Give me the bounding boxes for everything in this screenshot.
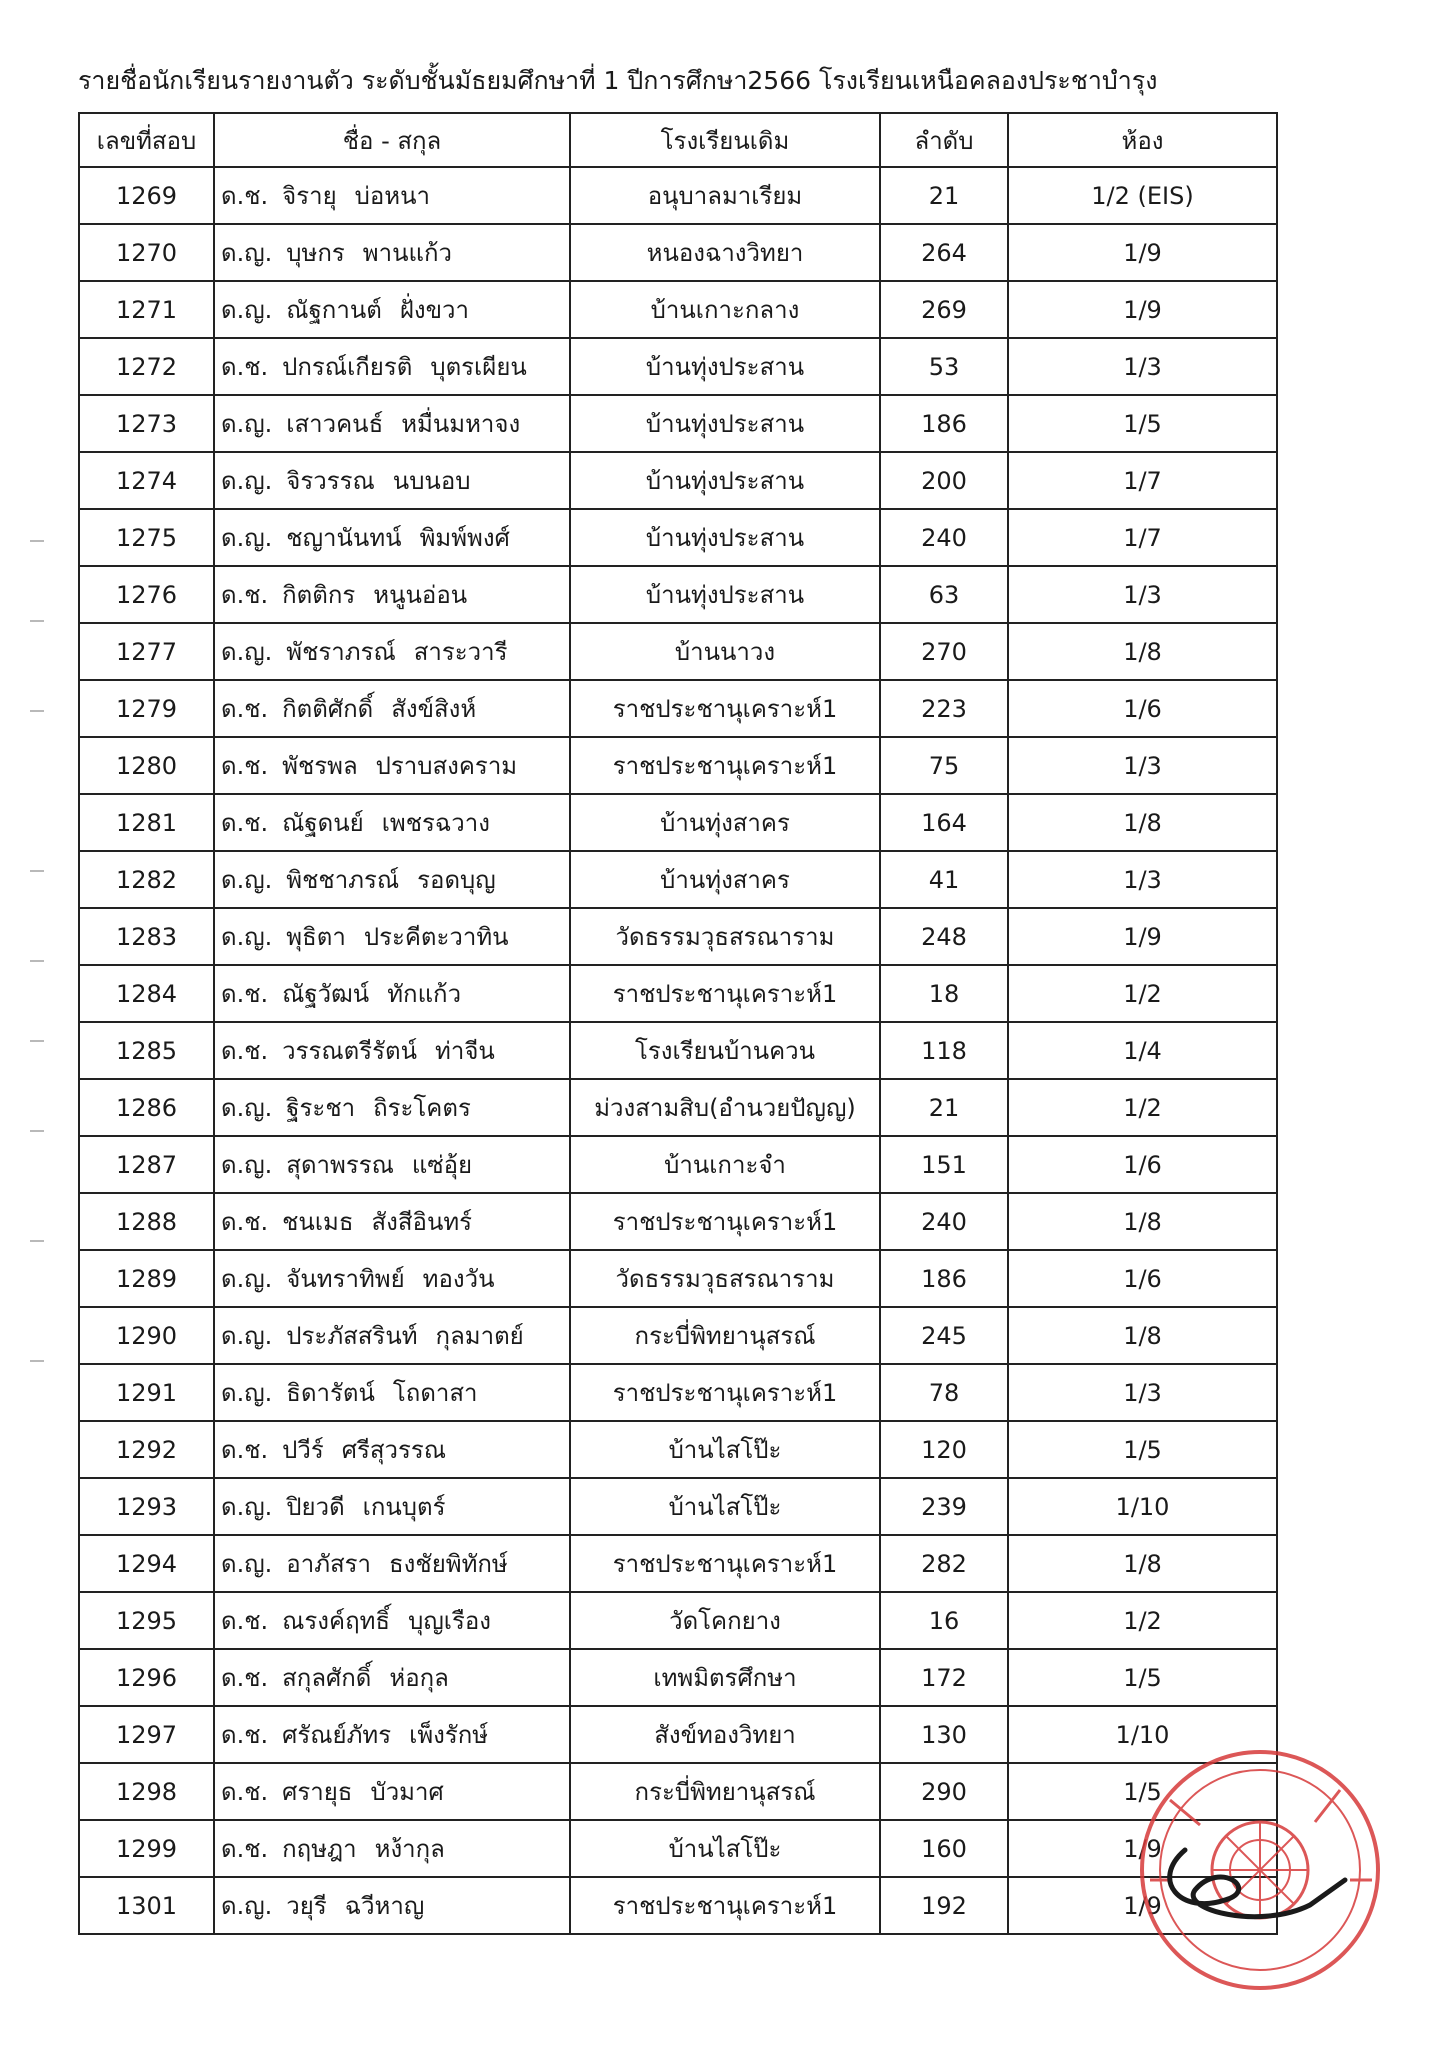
name-title: ด.ญ.	[221, 1550, 273, 1578]
table-row	[79, 1535, 1277, 1592]
student-name-cell	[214, 1022, 570, 1079]
rank-cell: 78	[880, 1364, 1008, 1421]
previous-school-cell: บ้านทุ่งประสาน	[570, 452, 880, 509]
first-name: ปวีร์	[282, 1436, 324, 1464]
table-row	[79, 1136, 1277, 1193]
table-row	[79, 794, 1277, 851]
student-roster-table	[78, 112, 1278, 1935]
first-name: วรรณตรีรัตน์	[282, 1037, 418, 1065]
first-name: ณัฐกานต์	[286, 296, 382, 324]
student-name-cell	[214, 1592, 570, 1649]
last-name: โถดาสา	[392, 1379, 478, 1407]
room-cell: 1/2	[1008, 1592, 1277, 1649]
room-cell: 1/7	[1008, 452, 1277, 509]
rank-cell: 172	[880, 1649, 1008, 1706]
student-name-cell	[214, 965, 570, 1022]
first-name: พิชชาภรณ์	[286, 866, 400, 894]
exam-no-cell: 1287	[79, 1136, 214, 1193]
name-title: ด.ช.	[221, 1208, 269, 1236]
room-cell: 1/9	[1008, 224, 1277, 281]
exam-no-cell: 1270	[79, 224, 214, 281]
exam-no-cell: 1289	[79, 1250, 214, 1307]
first-name: สกุลศักดิ์	[282, 1664, 372, 1692]
name-title: ด.ญ.	[221, 638, 273, 666]
last-name: ปราบสงคราม	[375, 752, 518, 780]
exam-no-cell: 1285	[79, 1022, 214, 1079]
rank-cell: 41	[880, 851, 1008, 908]
first-name: ปิยวดี	[286, 1493, 345, 1521]
name-title: ด.ช.	[221, 182, 269, 210]
room-cell: 1/9	[1008, 908, 1277, 965]
name-title: ด.ญ.	[221, 410, 273, 438]
table-row	[79, 851, 1277, 908]
first-name: ณรงค์ฤทธิ์	[282, 1607, 391, 1635]
rank-cell: 151	[880, 1136, 1008, 1193]
previous-school-cell: สังข์ทองวิทยา	[570, 1706, 880, 1763]
rank-cell: 192	[880, 1877, 1008, 1934]
room-cell: 1/10	[1008, 1706, 1277, 1763]
exam-no-cell: 1272	[79, 338, 214, 395]
name-title: ด.ญ.	[221, 1493, 273, 1521]
first-name: สุดาพรรณ	[286, 1151, 394, 1179]
first-name: เสาวคนธ์	[286, 410, 384, 438]
exam-no-cell: 1283	[79, 908, 214, 965]
previous-school-cell: บ้านทุ่งประสาน	[570, 566, 880, 623]
last-name: ถิระโคตร	[373, 1094, 471, 1122]
exam-no-cell: 1275	[79, 509, 214, 566]
last-name: ท่าจีน	[435, 1037, 495, 1065]
name-title: ด.ช.	[221, 809, 269, 837]
first-name: ณัฐดนย์	[282, 809, 364, 837]
room-cell: 1/2	[1008, 965, 1277, 1022]
first-name: ธิดารัตน์	[286, 1379, 375, 1407]
scan-margin-marks	[30, 540, 54, 1440]
student-name-cell	[214, 1763, 570, 1820]
student-name-cell	[214, 281, 570, 338]
last-name: เกนบุตร์	[362, 1493, 446, 1521]
last-name: หง้ากุล	[374, 1835, 445, 1863]
student-name-cell	[214, 1136, 570, 1193]
name-title: ด.ญ.	[221, 467, 273, 495]
name-title: ด.ช.	[221, 1436, 269, 1464]
previous-school-cell: บ้านทุ่งสาคร	[570, 851, 880, 908]
previous-school-cell: ราชประชานุเคราะห์1	[570, 1364, 880, 1421]
table-row	[79, 1022, 1277, 1079]
previous-school-cell: บ้านทุ่งประสาน	[570, 338, 880, 395]
table-row	[79, 965, 1277, 1022]
first-name: กิตติกร	[282, 581, 356, 609]
rank-cell: 21	[880, 167, 1008, 224]
room-cell: 1/10	[1008, 1478, 1277, 1535]
last-name: กุลมาตย์	[435, 1322, 524, 1350]
rank-cell: 16	[880, 1592, 1008, 1649]
room-cell: 1/3	[1008, 737, 1277, 794]
previous-school-cell: กระบี่พิทยานุสรณ์	[570, 1307, 880, 1364]
room-cell: 1/3	[1008, 566, 1277, 623]
name-title: ด.ญ.	[221, 239, 273, 267]
first-name: จันทราทิพย์	[286, 1265, 405, 1293]
previous-school-cell: ราชประชานุเคราะห์1	[570, 965, 880, 1022]
previous-school-cell: ม่วงสามสิบ(อำนวยปัญญ)	[570, 1079, 880, 1136]
exam-no-cell: 1291	[79, 1364, 214, 1421]
student-name-cell	[214, 851, 570, 908]
room-cell: 1/3	[1008, 338, 1277, 395]
last-name: แซ่อุ้ย	[411, 1151, 473, 1179]
rank-cell: 53	[880, 338, 1008, 395]
first-name: ณัฐวัฒน์	[282, 980, 370, 1008]
table-row	[79, 1307, 1277, 1364]
exam-no-cell: 1293	[79, 1478, 214, 1535]
header-name: ชื่อ - สกุล	[214, 113, 570, 167]
table-row	[79, 623, 1277, 680]
rank-cell: 63	[880, 566, 1008, 623]
table-row	[79, 1478, 1277, 1535]
student-name-cell	[214, 1250, 570, 1307]
room-cell: 1/2	[1008, 1079, 1277, 1136]
previous-school-cell: โรงเรียนบ้านควน	[570, 1022, 880, 1079]
name-title: ด.ช.	[221, 1835, 269, 1863]
exam-no-cell: 1298	[79, 1763, 214, 1820]
exam-no-cell: 1281	[79, 794, 214, 851]
exam-no-cell: 1279	[79, 680, 214, 737]
name-title: ด.ช.	[221, 752, 269, 780]
last-name: นบนอบ	[392, 467, 471, 495]
previous-school-cell: วัดธรรมวุธสรณาราม	[570, 908, 880, 965]
student-name-cell	[214, 1478, 570, 1535]
name-title: ด.ช.	[221, 695, 269, 723]
room-cell: 1/8	[1008, 1535, 1277, 1592]
table-row	[79, 167, 1277, 224]
rank-cell: 240	[880, 509, 1008, 566]
room-cell: 1/3	[1008, 1364, 1277, 1421]
exam-no-cell: 1295	[79, 1592, 214, 1649]
name-title: ด.ช.	[221, 581, 269, 609]
table-body	[79, 167, 1277, 1934]
previous-school-cell: กระบี่พิทยานุสรณ์	[570, 1763, 880, 1820]
exam-no-cell: 1292	[79, 1421, 214, 1478]
previous-school-cell: ราชประชานุเคราะห์1	[570, 680, 880, 737]
document-title: รายชื่อนักเรียนรายงานตัว ระดับชั้นมัธยมศึกษาที่ 1 ปีการศึกษา2566 โรงเรียนเหนือคลองประชาบำรุง	[78, 66, 1158, 95]
rank-cell: 118	[880, 1022, 1008, 1079]
table-row	[79, 1250, 1277, 1307]
previous-school-cell: ราชประชานุเคราะห์1	[570, 737, 880, 794]
exam-no-cell: 1288	[79, 1193, 214, 1250]
last-name: ประคีตะวาทิน	[363, 923, 509, 951]
exam-no-cell: 1286	[79, 1079, 214, 1136]
rank-cell: 269	[880, 281, 1008, 338]
last-name: พานแก้ว	[362, 239, 452, 267]
previous-school-cell: บ้านเกาะจำ	[570, 1136, 880, 1193]
table-row	[79, 395, 1277, 452]
name-title: ด.ช.	[221, 1607, 269, 1635]
first-name: ฐิระชา	[286, 1094, 356, 1122]
student-name-cell	[214, 680, 570, 737]
table-row	[79, 1763, 1277, 1820]
table-header-row	[79, 113, 1277, 167]
room-cell: 1/3	[1008, 851, 1277, 908]
student-name-cell	[214, 224, 570, 281]
student-name-cell	[214, 395, 570, 452]
previous-school-cell: เทพมิตรศึกษา	[570, 1649, 880, 1706]
name-title: ด.ช.	[221, 353, 269, 381]
previous-school-cell: บ้านทุ่งสาคร	[570, 794, 880, 851]
rank-cell: 75	[880, 737, 1008, 794]
last-name: บัวมาศ	[370, 1778, 444, 1806]
first-name: วยุรี	[286, 1892, 327, 1920]
table-row	[79, 1421, 1277, 1478]
room-cell: 1/6	[1008, 1136, 1277, 1193]
table-row	[79, 452, 1277, 509]
table-row	[79, 509, 1277, 566]
rank-cell: 200	[880, 452, 1008, 509]
exam-no-cell: 1297	[79, 1706, 214, 1763]
table-row	[79, 680, 1277, 737]
name-title: ด.ญ.	[221, 1265, 273, 1293]
table-row	[79, 281, 1277, 338]
table-row	[79, 1364, 1277, 1421]
previous-school-cell: บ้านเกาะกลาง	[570, 281, 880, 338]
name-title: ด.ช.	[221, 1778, 269, 1806]
student-name-cell	[214, 794, 570, 851]
exam-no-cell: 1276	[79, 566, 214, 623]
room-cell: 1/4	[1008, 1022, 1277, 1079]
room-cell: 1/5	[1008, 395, 1277, 452]
first-name: พัชราภรณ์	[286, 638, 396, 666]
exam-no-cell: 1284	[79, 965, 214, 1022]
previous-school-cell: อนุบาลมาเรียม	[570, 167, 880, 224]
last-name: ทักแก้ว	[387, 980, 462, 1008]
student-name-cell	[214, 452, 570, 509]
last-name: บ่อหนา	[354, 182, 430, 210]
previous-school-cell: บ้านทุ่งประสาน	[570, 509, 880, 566]
last-name: สาระวารี	[413, 638, 508, 666]
header-exam-no: เลขที่สอบ	[79, 113, 214, 167]
exam-no-cell: 1290	[79, 1307, 214, 1364]
exam-no-cell: 1277	[79, 623, 214, 680]
room-cell: 1/5	[1008, 1649, 1277, 1706]
first-name: พัชรพล	[282, 752, 358, 780]
last-name: ทองวัน	[422, 1265, 495, 1293]
room-cell: 1/5	[1008, 1421, 1277, 1478]
name-title: ด.ญ.	[221, 1094, 273, 1122]
previous-school-cell: บ้านไสโป๊ะ	[570, 1820, 880, 1877]
room-cell: 1/7	[1008, 509, 1277, 566]
rank-cell: 240	[880, 1193, 1008, 1250]
student-name-cell	[214, 623, 570, 680]
previous-school-cell: บ้านไสโป๊ะ	[570, 1421, 880, 1478]
student-name-cell	[214, 338, 570, 395]
previous-school-cell: บ้านนาวง	[570, 623, 880, 680]
room-cell: 1/8	[1008, 794, 1277, 851]
rank-cell: 164	[880, 794, 1008, 851]
exam-no-cell: 1299	[79, 1820, 214, 1877]
table-row	[79, 908, 1277, 965]
student-name-cell	[214, 566, 570, 623]
last-name: บุญเรือง	[408, 1607, 491, 1635]
first-name: ประภัสสรินท์	[286, 1322, 418, 1350]
last-name: ฝั่งขวา	[399, 296, 469, 324]
name-title: ด.ญ.	[221, 1892, 273, 1920]
previous-school-cell: ราชประชานุเคราะห์1	[570, 1193, 880, 1250]
rank-cell: 160	[880, 1820, 1008, 1877]
previous-school-cell: วัดธรรมวุธสรณาราม	[570, 1250, 880, 1307]
rank-cell: 130	[880, 1706, 1008, 1763]
table-row	[79, 338, 1277, 395]
rank-cell: 223	[880, 680, 1008, 737]
rank-cell: 18	[880, 965, 1008, 1022]
student-name-cell	[214, 737, 570, 794]
table-row	[79, 1649, 1277, 1706]
first-name: ปกรณ์เกียรติ	[282, 353, 413, 381]
exam-no-cell: 1296	[79, 1649, 214, 1706]
rank-cell: 245	[880, 1307, 1008, 1364]
student-name-cell	[214, 1535, 570, 1592]
name-title: ด.ช.	[221, 980, 269, 1008]
rank-cell: 270	[880, 623, 1008, 680]
name-title: ด.ช.	[221, 1664, 269, 1692]
first-name: ชนเมธ	[282, 1208, 354, 1236]
rank-cell: 282	[880, 1535, 1008, 1592]
rank-cell: 186	[880, 395, 1008, 452]
last-name: บุตรเผียน	[430, 353, 527, 381]
room-cell: 1/6	[1008, 680, 1277, 737]
name-title: ด.ช.	[221, 1721, 269, 1749]
first-name: ชญานันทน์	[286, 524, 402, 552]
last-name: ศรีสุวรรณ	[341, 1436, 447, 1464]
table-row	[79, 1820, 1277, 1877]
last-name: ห่อกุล	[389, 1664, 449, 1692]
student-name-cell	[214, 1421, 570, 1478]
student-name-cell	[214, 1364, 570, 1421]
header-school: โรงเรียนเดิม	[570, 113, 880, 167]
rank-cell: 21	[880, 1079, 1008, 1136]
student-name-cell	[214, 908, 570, 965]
last-name: ฉวีหาญ	[344, 1892, 425, 1920]
first-name: พุธิตา	[286, 923, 346, 951]
rank-cell: 120	[880, 1421, 1008, 1478]
name-title: ด.ญ.	[221, 866, 273, 894]
table-row	[79, 1079, 1277, 1136]
exam-no-cell: 1274	[79, 452, 214, 509]
room-cell: 1/8	[1008, 1307, 1277, 1364]
room-cell: 1/6	[1008, 1250, 1277, 1307]
first-name: จิรายุ	[282, 182, 337, 210]
room-cell: 1/8	[1008, 1193, 1277, 1250]
last-name: รอดบุญ	[417, 866, 496, 894]
rank-cell: 290	[880, 1763, 1008, 1820]
exam-no-cell: 1280	[79, 737, 214, 794]
student-name-cell	[214, 1877, 570, 1934]
student-name-cell	[214, 1193, 570, 1250]
student-name-cell	[214, 1079, 570, 1136]
exam-no-cell: 1273	[79, 395, 214, 452]
previous-school-cell: หนองฉางวิทยา	[570, 224, 880, 281]
student-name-cell	[214, 1820, 570, 1877]
exam-no-cell: 1282	[79, 851, 214, 908]
rank-cell: 248	[880, 908, 1008, 965]
table-row	[79, 224, 1277, 281]
last-name: หนูนอ่อน	[373, 581, 468, 609]
exam-no-cell: 1301	[79, 1877, 214, 1934]
first-name: อาภัสรา	[286, 1550, 372, 1578]
table-row	[79, 1706, 1277, 1763]
rank-cell: 186	[880, 1250, 1008, 1307]
name-title: ด.ญ.	[221, 296, 273, 324]
room-cell: 1/9	[1008, 281, 1277, 338]
last-name: ธงชัยพิทักษ์	[389, 1550, 508, 1578]
name-title: ด.ญ.	[221, 524, 273, 552]
first-name: ศรัณย์ภัทร	[282, 1721, 392, 1749]
name-title: ด.ญ.	[221, 1379, 273, 1407]
last-name: สังข์สิงห์	[391, 695, 477, 723]
room-cell: 1/2 (EIS)	[1008, 167, 1277, 224]
table-row	[79, 1193, 1277, 1250]
room-cell: 1/8	[1008, 623, 1277, 680]
room-cell: 1/9	[1008, 1877, 1277, 1934]
first-name: กฤษฎา	[282, 1835, 357, 1863]
last-name: สังสีอินทร์	[371, 1208, 473, 1236]
room-cell: 1/9	[1008, 1820, 1277, 1877]
previous-school-cell: วัดโคกยาง	[570, 1592, 880, 1649]
name-title: ด.ญ.	[221, 1322, 273, 1350]
name-title: ด.ญ.	[221, 1151, 273, 1179]
student-name-cell	[214, 1649, 570, 1706]
previous-school-cell: บ้านทุ่งประสาน	[570, 395, 880, 452]
exam-no-cell: 1294	[79, 1535, 214, 1592]
room-cell: 1/5	[1008, 1763, 1277, 1820]
student-name-cell	[214, 1706, 570, 1763]
previous-school-cell: ราชประชานุเคราะห์1	[570, 1535, 880, 1592]
header-rank: ลำดับ	[880, 113, 1008, 167]
last-name: เพชรฉวาง	[381, 809, 490, 837]
table-row	[79, 737, 1277, 794]
previous-school-cell: ราชประชานุเคราะห์1	[570, 1877, 880, 1934]
table-row	[79, 1592, 1277, 1649]
table-row	[79, 1877, 1277, 1934]
previous-school-cell: บ้านไสโป๊ะ	[570, 1478, 880, 1535]
first-name: ศรายุธ	[282, 1778, 353, 1806]
student-name-cell	[214, 1307, 570, 1364]
first-name: กิตติศักดิ์	[282, 695, 374, 723]
last-name: พิมพ์พงศ์	[419, 524, 510, 552]
rank-cell: 264	[880, 224, 1008, 281]
first-name: จิรวรรณ	[286, 467, 375, 495]
exam-no-cell: 1269	[79, 167, 214, 224]
first-name: บุษกร	[286, 239, 345, 267]
student-name-cell	[214, 509, 570, 566]
header-room: ห้อง	[1008, 113, 1277, 167]
name-title: ด.ช.	[221, 1037, 269, 1065]
last-name: หมื่นมหาจง	[401, 410, 521, 438]
rank-cell: 239	[880, 1478, 1008, 1535]
exam-no-cell: 1271	[79, 281, 214, 338]
table-row	[79, 566, 1277, 623]
student-name-cell	[214, 167, 570, 224]
name-title: ด.ญ.	[221, 923, 273, 951]
last-name: เพ็งรักษ์	[409, 1721, 489, 1749]
